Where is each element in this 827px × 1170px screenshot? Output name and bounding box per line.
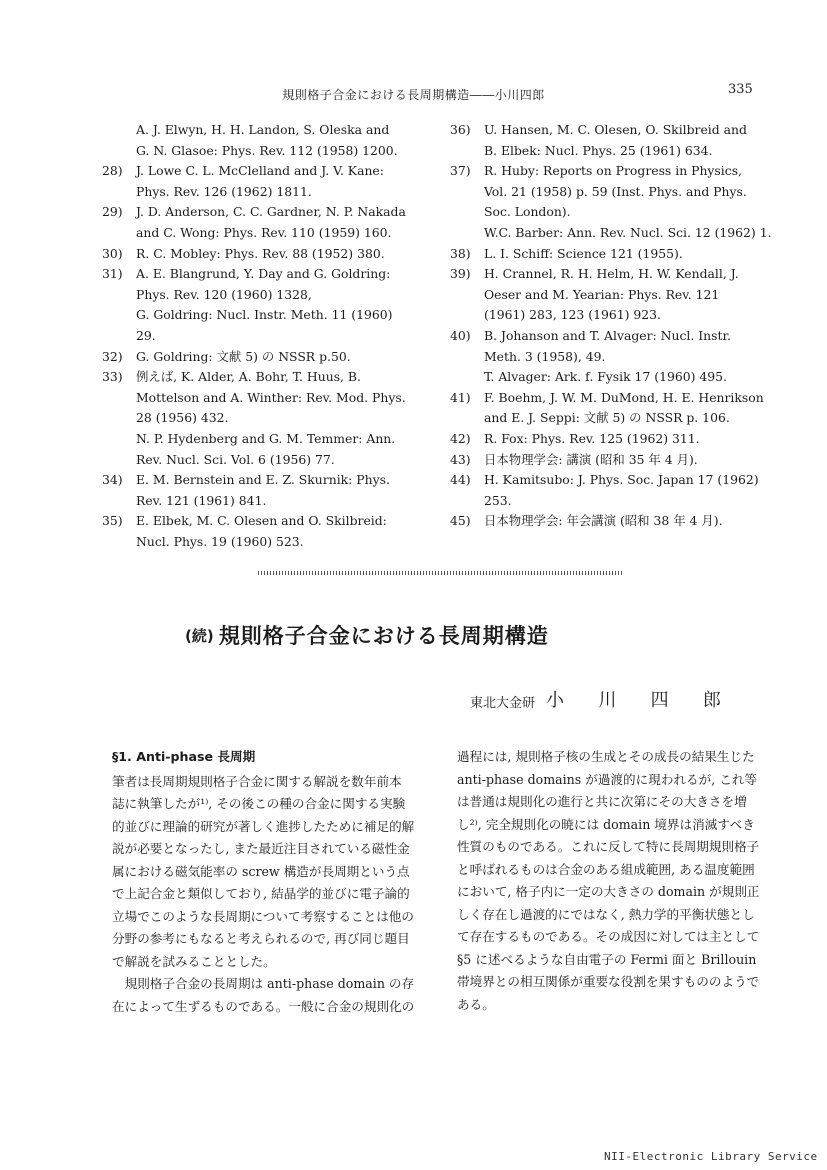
reference-line: Phys. Rev. 126 (1962) 1811.: [136, 183, 312, 199]
reference-entry: [102, 202, 420, 243]
reference-line: N. P. Hydenberg and G. M. Temmer: Ann.: [136, 430, 396, 446]
reference-entry: [450, 161, 772, 243]
reference-line: Mottelson and A. Winther: Rev. Mod. Phys.: [136, 389, 406, 405]
reference-number: 32): [102, 348, 123, 364]
running-header: 規則格子合金における長周期構造――小川四郎: [282, 88, 545, 102]
references-right-column: [450, 120, 772, 532]
reference-line: and C. Wong: Phys. Rev. 110 (1959) 160.: [136, 224, 392, 240]
reference-entry: [450, 120, 768, 161]
reference-number: 42): [450, 430, 471, 446]
body-text-line: で上記合金と類似しており, 結晶学的並びに電子論的: [112, 886, 410, 901]
reference-entry: [450, 264, 768, 326]
reference-entry: [102, 347, 420, 368]
reference-line: R. Fox: Phys. Rev. 125 (1962) 311.: [484, 430, 700, 446]
reference-number: 31): [102, 266, 123, 282]
reference-number: 43): [450, 451, 471, 467]
reference-line: 日本物理学会: 講演 (昭和 35 年 4 月).: [484, 451, 698, 467]
body-text-line: 属における磁気能率の screw 構造が長周期という点: [112, 863, 410, 879]
reference-line: H. Kamitsubo: J. Phys. Soc. Japan 17 (1962): [484, 472, 759, 488]
body-text-line: て存在するものである。その成因に対しては主として: [457, 929, 760, 944]
body-text-line: で解説を試みることとした。: [112, 953, 276, 969]
reference-line: Oeser and M. Yearian: Phys. Rev. 121: [484, 286, 720, 302]
reference-line: Nucl. Phys. 19 (1960) 523.: [136, 533, 304, 549]
author-char: 小: [546, 690, 564, 711]
title-prefix: (続): [185, 627, 214, 645]
reference-entry: [450, 244, 768, 265]
reference-line: A. J. Elwyn, H. H. Landon, S. Oleska and: [136, 122, 390, 137]
reference-number: 37): [450, 163, 471, 179]
reference-line: and E. J. Seppi: 文献 5) の NSSR p. 106.: [484, 410, 730, 426]
body-text-line: 過程には, 規則格子核の生成とその成長の結果生じた: [457, 749, 755, 764]
section-separator: [258, 571, 622, 575]
reference-line: E. Elbek, M. C. Olesen and O. Skilbreid:: [136, 513, 387, 529]
author-name: [546, 686, 721, 712]
reference-entry: [102, 511, 420, 552]
reference-line: Meth. 3 (1958), 49.: [484, 348, 606, 364]
body-text-line: 分野の参考にもなると考えられるので, 再び同じ題目: [112, 931, 410, 946]
reference-line: G. Goldring: Nucl. Instr. Meth. 11 (1960): [136, 307, 393, 323]
reference-number: 44): [450, 472, 471, 488]
body-text-line: 筆者は長周期規則格子合金に関する解説を数年前本: [112, 773, 402, 789]
author-char: 郎: [702, 690, 721, 711]
reference-line: L. I. Schiff: Science 121 (1955).: [484, 245, 683, 261]
reference-line: Rev. Nucl. Sci. Vol. 6 (1956) 77.: [136, 451, 335, 467]
reference-entry: [450, 470, 768, 511]
reference-line: 28 (1956) 432.: [136, 410, 229, 426]
reference-line: G. Goldring: 文献 5) の NSSR p.50.: [136, 348, 351, 364]
reference-line: T. Alvager: Ark. f. Fysik 17 (1960) 495.: [484, 369, 727, 385]
reference-line: F. Boehm, J. W. M. DuMond, H. E. Henrikson: [484, 389, 764, 405]
body-text-line: §5 に述べるような自由電子の Fermi 面と Brillouin: [457, 951, 757, 967]
reference-number: 36): [450, 122, 471, 137]
reference-number: 33): [102, 369, 123, 385]
reference-entry: [450, 450, 768, 471]
section-heading: §1. Anti-phase 長周期: [112, 749, 256, 764]
reference-number: 28): [102, 163, 123, 179]
reference-entry: [450, 326, 768, 388]
reference-number: 34): [102, 472, 123, 488]
reference-entry: [450, 511, 768, 532]
reference-line: R. Huby: Reports on Progress in Physics,: [484, 163, 742, 179]
author-affiliation: 東北大金研: [470, 696, 536, 711]
reference-number: 39): [450, 266, 471, 282]
reference-line: J. D. Anderson, C. C. Gardner, N. P. Nakada: [136, 204, 406, 220]
reference-entry: [102, 470, 420, 511]
reference-line: A. E. Blangrund, Y. Day and G. Goldring:: [136, 266, 391, 282]
author-char: 川: [598, 690, 617, 711]
body-left-column: [112, 746, 430, 1018]
reference-entry: [102, 120, 420, 161]
reference-line: J. Lowe C. L. McClelland and J. V. Kane:: [136, 163, 384, 179]
reference-line: B. Johanson and T. Alvager: Nucl. Instr.: [484, 327, 731, 343]
body-text-line: は普通は規則化の進行と共に次第にその大きさを増: [457, 794, 747, 809]
body-text-line: ある。: [457, 996, 495, 1012]
reference-number: 29): [102, 204, 123, 220]
reference-line: W.C. Barber: Ann. Rev. Nucl. Sci. 12 (1962) 1.: [484, 224, 772, 240]
reference-number: 45): [450, 513, 471, 529]
body-text-line: 的並びに理論的研究が著しく進捗したために補足的解: [112, 818, 415, 834]
reference-entry: [102, 264, 420, 346]
reference-number: 40): [450, 327, 471, 343]
reference-line: H. Crannel, R. H. Helm, H. W. Kendall, J.: [484, 266, 739, 282]
body-text-line: 性質のものである。これに反して特に長周期規則格子: [457, 839, 760, 854]
reference-line: R. C. Mobley: Phys. Rev. 88 (1952) 380.: [136, 245, 385, 261]
reference-line: 253.: [484, 492, 512, 508]
body-text-line: 規則格子合金の長周期は anti-phase domain の存: [112, 976, 415, 991]
reference-line: Phys. Rev. 120 (1960) 1328,: [136, 286, 312, 302]
reference-number: 30): [102, 245, 123, 261]
body-text-line: と呼ばれるものは合金のある組成範囲, ある温度範囲: [457, 861, 755, 877]
reference-entry: [450, 388, 768, 429]
body-right-column: [457, 746, 775, 1016]
body-text-line: anti-phase domains が過渡的に現われるが, これ等: [457, 771, 757, 787]
body-text-line: 在によって生ずるものである。一般に合金の規則化の: [112, 998, 415, 1014]
reference-line: U. Hansen, M. C. Olesen, O. Skilbreid and: [484, 122, 747, 137]
body-text-line: しく存在し過渡的にではなく, 熱力学的平衡状態とし: [457, 906, 755, 922]
reference-entry: [102, 367, 420, 470]
reference-line: Soc. London).: [484, 204, 571, 220]
reference-entry: [102, 161, 420, 202]
footer-credit: NII-Electronic Library Service: [604, 1150, 818, 1163]
reference-line: 29.: [136, 327, 156, 343]
reference-line: 日本物理学会: 年会講演 (昭和 38 年 4 月).: [484, 513, 723, 529]
author-char: 四: [650, 690, 669, 711]
reference-line: Rev. 121 (1961) 841.: [136, 492, 267, 508]
reference-line: E. M. Bernstein and E. Z. Skurnik: Phys.: [136, 472, 390, 488]
reference-line: (1961) 283, 123 (1961) 923.: [484, 307, 661, 323]
reference-line: G. N. Glasoe: Phys. Rev. 112 (1958) 1200.: [136, 142, 398, 158]
body-text-line: 立場でこのような長周期について考察することは他の: [112, 908, 414, 924]
reference-line: 例えば, K. Alder, A. Bohr, T. Huus, B.: [136, 369, 361, 385]
page-number: 335: [728, 82, 753, 97]
reference-number: 41): [450, 389, 471, 405]
references-left-column: [102, 120, 420, 552]
reference-number: [102, 120, 136, 161]
reference-entry: [102, 244, 420, 265]
reference-entry: [450, 429, 768, 450]
body-text-line: 説が必要となったし, また最近注目されている磁性金: [112, 841, 410, 856]
reference-line: B. Elbek: Nucl. Phys. 25 (1961) 634.: [484, 142, 713, 158]
body-text-line: 誌に執筆したが¹⁾, その後この種の合金に関する実験: [112, 796, 406, 811]
reference-number: 38): [450, 245, 471, 261]
body-text-line: し²⁾, 完全規則化の暁には domain 境界は消滅すべき: [457, 816, 755, 832]
body-text-line: 帯境界との相互関係が重要な役割を果すもののようで: [457, 974, 760, 989]
body-text-line: において, 格子内に一定の大きさの domain が規則正: [457, 884, 760, 899]
reference-line: Vol. 21 (1958) p. 59 (Inst. Phys. and Phys.: [484, 183, 747, 199]
article-title: [185, 620, 549, 650]
reference-number: 35): [102, 513, 123, 529]
title-text: 規則格子合金における長周期構造: [218, 624, 549, 648]
